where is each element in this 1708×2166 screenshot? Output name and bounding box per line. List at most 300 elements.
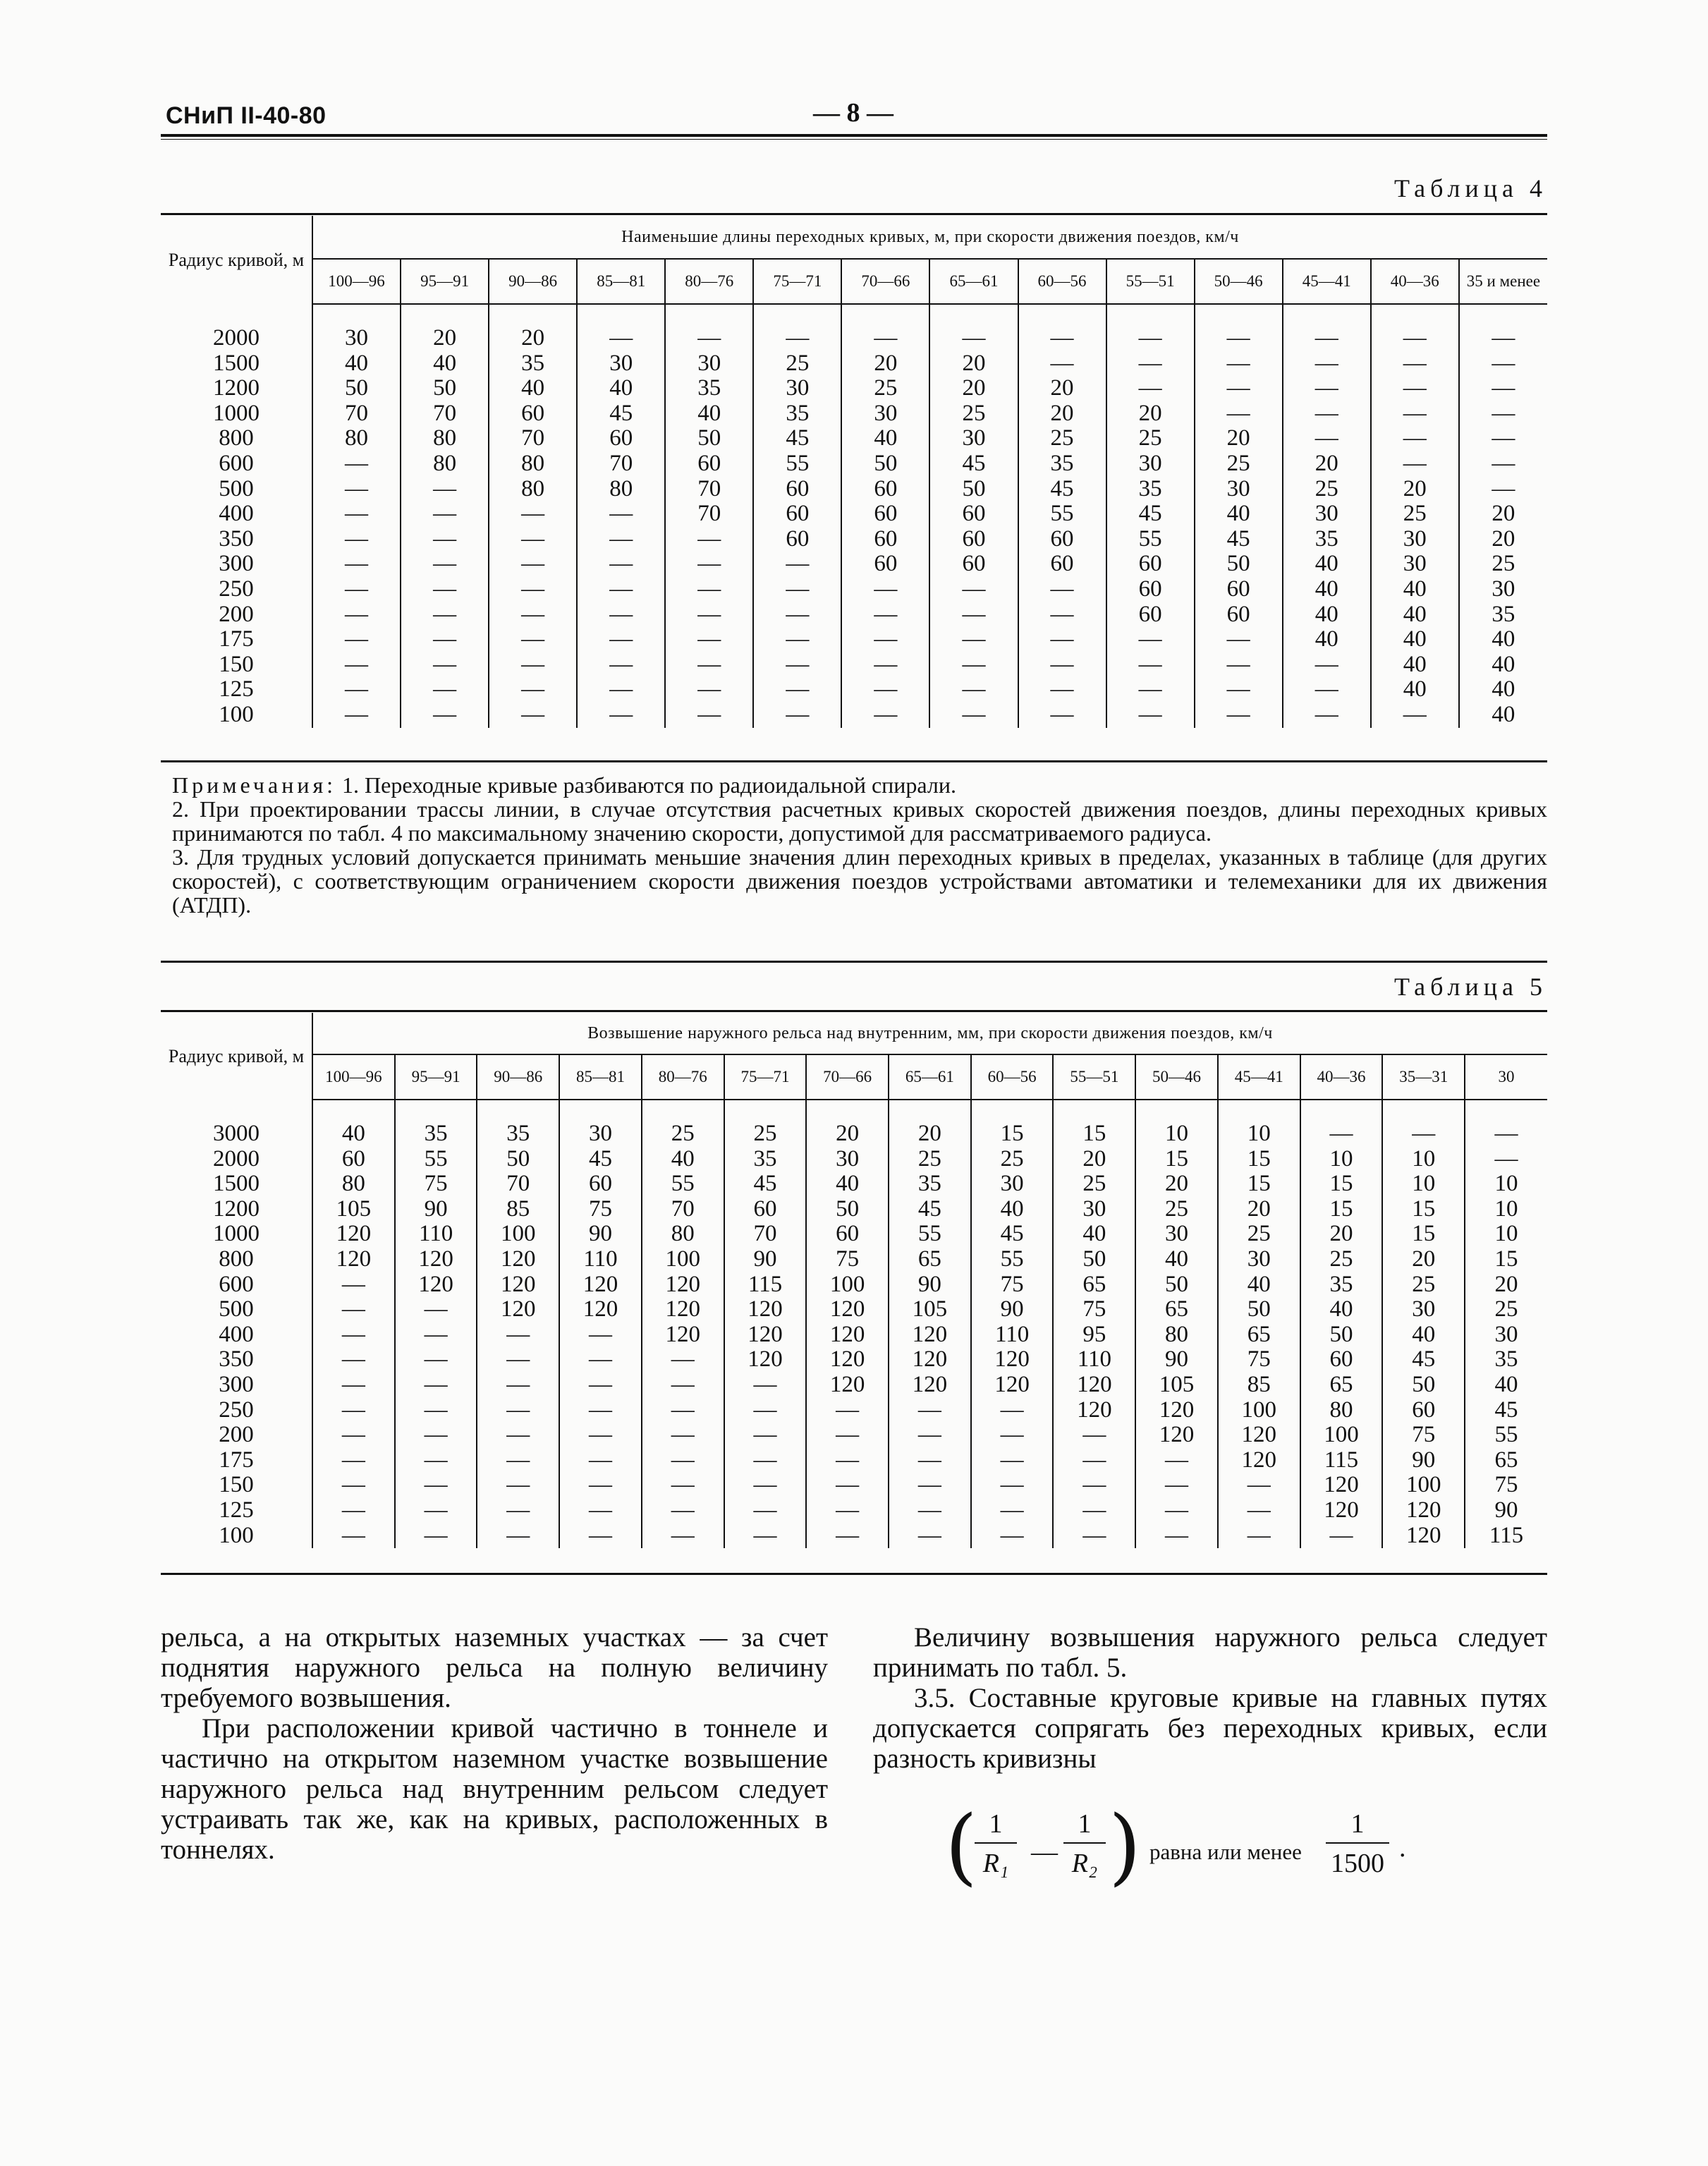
value-cell: — — [1106, 376, 1195, 401]
value-cell: 30 — [1106, 451, 1195, 477]
table-row — [161, 401, 1547, 427]
value-cell: — — [577, 652, 665, 678]
value-cell: 10 — [1382, 1172, 1465, 1197]
speed-column-header: 30 — [1465, 1054, 1547, 1100]
value-cell: 120 — [642, 1297, 724, 1322]
value-cell: 45 — [929, 451, 1018, 477]
spacer-cell — [841, 304, 929, 326]
value-cell: — — [1195, 376, 1283, 401]
value-cell: 80 — [312, 426, 401, 451]
value-cell: 25 — [1218, 1222, 1300, 1247]
value-cell: 20 — [1371, 477, 1459, 502]
value-cell: — — [577, 577, 665, 602]
value-cell: — — [929, 326, 1018, 351]
value-cell: 15 — [1218, 1147, 1300, 1172]
value-cell: 30 — [753, 376, 841, 401]
value-cell: 40 — [1300, 1297, 1383, 1322]
value-cell: — — [665, 652, 753, 678]
value-cell: — — [395, 1473, 477, 1498]
value-cell: 50 — [806, 1197, 889, 1222]
fraction-3-numerator: 1 — [1326, 1808, 1389, 1844]
value-cell: 120 — [1053, 1373, 1135, 1398]
value-cell: 30 — [1371, 527, 1459, 552]
value-cell: 25 — [971, 1147, 1054, 1172]
value-cell: — — [841, 577, 929, 602]
value-cell: 30 — [1135, 1222, 1218, 1247]
table-row — [161, 1498, 1547, 1523]
speed-column-header: 80—76 — [642, 1054, 724, 1100]
spacer-cell — [889, 1100, 971, 1121]
value-cell: — — [889, 1448, 971, 1473]
value-cell: — — [1459, 351, 1547, 377]
speed-column-header: 40—36 — [1371, 259, 1459, 304]
value-cell: 120 — [1382, 1498, 1465, 1523]
table-row — [161, 602, 1547, 628]
table-row — [161, 1398, 1547, 1423]
value-cell: 40 — [1465, 1373, 1547, 1398]
value-cell: 65 — [889, 1247, 971, 1272]
value-cell: 25 — [1459, 552, 1547, 577]
value-cell: — — [395, 1423, 477, 1448]
value-cell: 30 — [929, 426, 1018, 451]
value-cell: 35 — [1106, 477, 1195, 502]
value-cell: 95 — [1053, 1322, 1135, 1348]
value-cell: 90 — [1135, 1347, 1218, 1373]
value-cell: 100 — [642, 1247, 724, 1272]
value-cell: 20 — [489, 326, 577, 351]
value-cell: 60 — [806, 1222, 889, 1247]
value-cell: 45 — [577, 401, 665, 427]
fraction-2 — [1063, 1808, 1106, 1879]
value-cell: 25 — [753, 351, 841, 377]
value-cell: 75 — [806, 1247, 889, 1272]
value-cell: 75 — [559, 1197, 642, 1222]
speed-column-header: 95—91 — [395, 1054, 477, 1100]
radius-cell: 300 — [219, 551, 254, 577]
table5 — [161, 1013, 1547, 1548]
value-cell: 30 — [1371, 552, 1459, 577]
value-cell: — — [312, 627, 401, 652]
header-rule — [161, 134, 1547, 140]
value-cell: — — [577, 677, 665, 702]
table-row — [161, 1448, 1547, 1473]
value-cell: 60 — [929, 501, 1018, 527]
value-cell: 120 — [889, 1373, 971, 1398]
table4-label: Таблица 4 — [1394, 174, 1547, 202]
value-cell: 60 — [1300, 1347, 1383, 1373]
value-cell: 120 — [971, 1373, 1054, 1398]
value-cell: — — [1018, 577, 1106, 602]
value-cell: — — [1283, 702, 1371, 728]
value-cell: 15 — [1300, 1172, 1383, 1197]
value-cell: 20 — [1018, 401, 1106, 427]
value-cell: — — [1459, 401, 1547, 427]
value-cell: — — [642, 1373, 724, 1398]
body-left-paragraph-2: При расположении кривой частично в тоннеле и частично на открытом наземном участке возвышение наружного рельса над внутренним рельсом следует устраивать так же, как на кривых, расположенных в тоннелях. — [161, 1713, 828, 1865]
value-cell: 70 — [477, 1172, 559, 1197]
radius-cell: 175 — [219, 626, 254, 652]
value-cell: — — [1459, 451, 1547, 477]
note-2: 2. При проектировании трассы линии, в случае отсутствия расчетных кривых скоростей движения поездов, длины переходных кривых принимаются по табл. 4 по максимальному значению скорости, допустимой для рассматриваемого радиуса. — [172, 796, 1547, 846]
value-cell: — — [806, 1448, 889, 1473]
value-cell: — — [642, 1423, 724, 1448]
spacer-cell — [312, 304, 401, 326]
value-cell: — — [489, 577, 577, 602]
value-cell: — — [1283, 351, 1371, 377]
value-cell: 120 — [724, 1297, 807, 1322]
value-cell: — — [753, 702, 841, 728]
value-cell: — — [1459, 326, 1547, 351]
value-cell: — — [724, 1448, 807, 1473]
value-cell: — — [1018, 602, 1106, 628]
value-cell: 120 — [971, 1347, 1054, 1373]
value-cell: 60 — [559, 1172, 642, 1197]
table-row — [161, 1147, 1547, 1172]
spacer-cell — [1053, 1100, 1135, 1121]
value-cell: 50 — [312, 376, 401, 401]
value-cell: 10 — [1382, 1147, 1465, 1172]
value-cell: — — [1371, 401, 1459, 427]
value-cell: 50 — [401, 376, 489, 401]
value-cell: — — [559, 1373, 642, 1398]
value-cell: — — [889, 1498, 971, 1523]
radius-cell: 100 — [219, 1522, 254, 1548]
speed-column-header: 65—61 — [929, 259, 1018, 304]
value-cell: 35 — [1459, 602, 1547, 628]
value-cell: 50 — [477, 1147, 559, 1172]
value-cell: 120 — [477, 1247, 559, 1272]
value-cell: 65 — [1300, 1373, 1383, 1398]
radius-cell: 1500 — [213, 350, 260, 376]
value-cell: 60 — [1018, 552, 1106, 577]
value-cell: — — [1053, 1473, 1135, 1498]
radius-cell: 1200 — [213, 1195, 260, 1222]
value-cell: 40 — [806, 1172, 889, 1197]
value-cell: — — [312, 1448, 395, 1473]
value-cell: 120 — [1135, 1398, 1218, 1423]
value-cell: 75 — [971, 1272, 1054, 1298]
value-cell: — — [665, 552, 753, 577]
value-cell: — — [889, 1398, 971, 1423]
value-cell: — — [1018, 351, 1106, 377]
value-cell: — — [1106, 702, 1195, 728]
table-row — [161, 376, 1547, 401]
value-cell: 65 — [1053, 1272, 1135, 1298]
value-cell: 60 — [1195, 602, 1283, 628]
table-row — [161, 677, 1547, 702]
speed-column-header: 90—86 — [489, 259, 577, 304]
value-cell: — — [401, 602, 489, 628]
value-cell: — — [577, 627, 665, 652]
value-cell: 15 — [1382, 1197, 1465, 1222]
value-cell: 25 — [724, 1121, 807, 1147]
value-cell: 45 — [753, 426, 841, 451]
value-cell: — — [395, 1448, 477, 1473]
value-cell: — — [577, 702, 665, 728]
value-cell: — — [401, 501, 489, 527]
value-cell: — — [724, 1498, 807, 1523]
value-cell: 70 — [401, 401, 489, 427]
value-cell: 25 — [1300, 1247, 1383, 1272]
speed-group-header: Возвышение наружного рельса над внутренним, мм, при скорости движения поездов, км/ч — [312, 1013, 1547, 1054]
value-cell: — — [312, 1523, 395, 1549]
value-cell: 25 — [1018, 426, 1106, 451]
value-cell: — — [312, 1297, 395, 1322]
speed-column-header: 65—61 — [889, 1054, 971, 1100]
table5-label: Таблица 5 — [1394, 973, 1547, 1001]
value-cell: — — [642, 1473, 724, 1498]
spacer-cell — [1218, 1100, 1300, 1121]
value-cell: 65 — [1135, 1297, 1218, 1322]
value-cell: — — [665, 677, 753, 702]
speed-group-header: Наименьшие длины переходных кривых, м, при скорости движения поездов, км/ч — [312, 216, 1547, 259]
value-cell: — — [665, 527, 753, 552]
value-cell: — — [401, 527, 489, 552]
value-cell: — — [642, 1448, 724, 1473]
body-right-paragraph-1: Величину возвышения наружного рельса следует принимать по табл. 5. — [873, 1622, 1547, 1683]
value-cell: — — [489, 501, 577, 527]
value-cell: 20 — [1106, 401, 1195, 427]
value-cell: 120 — [1218, 1423, 1300, 1448]
value-cell: 40 — [1053, 1222, 1135, 1247]
value-cell: 120 — [1300, 1473, 1383, 1498]
value-cell: 85 — [1218, 1373, 1300, 1398]
value-cell: — — [477, 1347, 559, 1373]
value-cell: 120 — [477, 1272, 559, 1298]
value-cell: 115 — [724, 1272, 807, 1298]
spacer-cell — [577, 304, 665, 326]
table-row — [161, 1197, 1547, 1222]
value-cell: — — [559, 1322, 642, 1348]
value-cell: 60 — [1106, 577, 1195, 602]
value-cell: — — [312, 1423, 395, 1448]
value-cell: 40 — [401, 351, 489, 377]
spacer-cell — [401, 304, 489, 326]
value-cell: 55 — [1018, 501, 1106, 527]
value-cell: 90 — [1382, 1448, 1465, 1473]
value-cell: 25 — [642, 1121, 724, 1147]
radius-cell: 400 — [219, 501, 254, 527]
value-cell: 40 — [1371, 677, 1459, 702]
value-cell: — — [1106, 351, 1195, 377]
spacer-cell — [161, 304, 312, 326]
value-cell: — — [753, 326, 841, 351]
value-cell: 120 — [1300, 1498, 1383, 1523]
value-cell: 50 — [1382, 1373, 1465, 1398]
body-right-paragraph-2: 3.5. Составные круговые кривые на главных путях допускается сопрягать без переходных кривых, если разность кривизны — [873, 1683, 1547, 1774]
value-cell: — — [1300, 1523, 1383, 1549]
radius-cell: 175 — [219, 1447, 254, 1473]
value-cell: — — [401, 477, 489, 502]
value-cell: 75 — [1218, 1347, 1300, 1373]
value-cell: 35 — [395, 1121, 477, 1147]
table-row — [161, 426, 1547, 451]
value-cell: — — [1371, 426, 1459, 451]
value-cell: 90 — [559, 1222, 642, 1247]
speed-column-header: 35 и менее — [1459, 259, 1547, 304]
value-cell: 30 — [577, 351, 665, 377]
value-cell: — — [929, 577, 1018, 602]
value-cell: 40 — [1459, 702, 1547, 728]
value-cell: 40 — [1283, 552, 1371, 577]
value-cell: 45 — [559, 1147, 642, 1172]
value-cell: 120 — [312, 1247, 395, 1272]
value-cell: — — [1283, 426, 1371, 451]
table-row — [161, 627, 1547, 652]
value-cell: 105 — [1135, 1373, 1218, 1398]
value-cell: 25 — [1382, 1272, 1465, 1298]
value-cell: 15 — [971, 1121, 1054, 1147]
value-cell: 40 — [642, 1147, 724, 1172]
value-cell: — — [477, 1398, 559, 1423]
speed-column-header: 70—66 — [841, 259, 929, 304]
spacer-cell — [929, 304, 1018, 326]
value-cell: 40 — [1459, 677, 1547, 702]
value-cell: 15 — [1465, 1247, 1547, 1272]
value-cell: 20 — [806, 1121, 889, 1147]
curvature-formula — [945, 1797, 1439, 1900]
value-cell: — — [489, 602, 577, 628]
value-cell: — — [395, 1297, 477, 1322]
value-cell: 70 — [724, 1222, 807, 1247]
value-cell: — — [929, 652, 1018, 678]
speed-column-header: 45—41 — [1283, 259, 1371, 304]
value-cell: 115 — [1465, 1523, 1547, 1549]
value-cell: 70 — [577, 451, 665, 477]
value-cell: 60 — [929, 527, 1018, 552]
value-cell: 45 — [1382, 1347, 1465, 1373]
value-cell: 30 — [312, 326, 401, 351]
value-cell: 105 — [312, 1197, 395, 1222]
value-cell: 15 — [1382, 1222, 1465, 1247]
value-cell: 100 — [1300, 1423, 1383, 1448]
spacer-cell — [559, 1100, 642, 1121]
value-cell: — — [1135, 1498, 1218, 1523]
value-cell: — — [971, 1423, 1054, 1448]
value-cell: — — [1382, 1121, 1465, 1147]
value-cell: — — [753, 552, 841, 577]
value-cell: — — [841, 627, 929, 652]
value-cell: 120 — [889, 1347, 971, 1373]
value-cell: — — [477, 1322, 559, 1348]
value-cell: 10 — [1300, 1147, 1383, 1172]
value-cell: — — [401, 627, 489, 652]
value-cell: — — [312, 1398, 395, 1423]
value-cell: 40 — [1283, 577, 1371, 602]
value-cell: 20 — [1283, 451, 1371, 477]
body-left-paragraph-1: рельса, а на открытых наземных участках — за счет поднятия наружного рельса на полную величину требуемого возвышения. — [161, 1622, 828, 1713]
radius-cell: 150 — [219, 1472, 254, 1498]
radius-cell: 200 — [219, 601, 254, 627]
value-cell: 60 — [841, 552, 929, 577]
value-cell: 35 — [489, 351, 577, 377]
value-cell: — — [489, 677, 577, 702]
value-cell: 80 — [489, 451, 577, 477]
table-row — [161, 326, 1547, 351]
value-cell: 20 — [1218, 1197, 1300, 1222]
value-cell: 20 — [1459, 501, 1547, 527]
value-cell: — — [1218, 1498, 1300, 1523]
value-cell: — — [665, 627, 753, 652]
value-cell: — — [1371, 326, 1459, 351]
value-cell: 120 — [1218, 1448, 1300, 1473]
value-cell: — — [312, 552, 401, 577]
value-cell: — — [1053, 1423, 1135, 1448]
speed-column-header: 70—66 — [806, 1054, 889, 1100]
value-cell: — — [1195, 401, 1283, 427]
value-cell: 35 — [1283, 527, 1371, 552]
value-cell: — — [312, 1322, 395, 1348]
value-cell: 30 — [841, 401, 929, 427]
value-cell: — — [312, 577, 401, 602]
speed-column-header: 80—76 — [665, 259, 753, 304]
value-cell: 40 — [1382, 1322, 1465, 1348]
value-cell: — — [577, 326, 665, 351]
speed-column-header: 60—56 — [971, 1054, 1054, 1100]
value-cell: 35 — [1465, 1347, 1547, 1373]
value-cell: 120 — [395, 1247, 477, 1272]
value-cell: 40 — [489, 376, 577, 401]
value-cell: 40 — [1283, 602, 1371, 628]
speed-column-header: 100—96 — [312, 259, 401, 304]
speed-column-header: 100—96 — [312, 1054, 395, 1100]
value-cell: 115 — [1300, 1448, 1383, 1473]
value-cell: 55 — [971, 1247, 1054, 1272]
value-cell: 120 — [559, 1272, 642, 1298]
value-cell: 20 — [401, 326, 489, 351]
value-cell: 20 — [1053, 1147, 1135, 1172]
value-cell: 80 — [401, 426, 489, 451]
value-cell: 30 — [1382, 1297, 1465, 1322]
value-cell: 60 — [841, 501, 929, 527]
table-row — [161, 351, 1547, 377]
value-cell: — — [577, 552, 665, 577]
body-left-column — [161, 1622, 828, 1865]
table-row — [161, 501, 1547, 527]
value-cell: 45 — [971, 1222, 1054, 1247]
spacer-cell — [395, 1100, 477, 1121]
radius-cell: 3000 — [213, 1121, 260, 1146]
value-cell: — — [559, 1523, 642, 1549]
value-cell: 120 — [806, 1347, 889, 1373]
value-cell: — — [477, 1423, 559, 1448]
value-cell: — — [312, 451, 401, 477]
value-cell: — — [929, 627, 1018, 652]
value-cell: — — [395, 1523, 477, 1549]
value-cell: — — [1195, 652, 1283, 678]
value-cell: — — [1371, 451, 1459, 477]
spacer-cell — [1459, 304, 1547, 326]
value-cell: — — [477, 1473, 559, 1498]
minus-sign: — — [1031, 1837, 1058, 1867]
value-cell: — — [395, 1347, 477, 1373]
radius-cell: 1500 — [213, 1171, 260, 1197]
value-cell: — — [401, 702, 489, 728]
value-cell: — — [642, 1398, 724, 1423]
value-cell: 40 — [312, 1121, 395, 1147]
value-cell: — — [1283, 401, 1371, 427]
value-cell: 100 — [477, 1222, 559, 1247]
value-cell: 110 — [559, 1247, 642, 1272]
value-cell: — — [489, 627, 577, 652]
value-cell: — — [1195, 326, 1283, 351]
value-cell: 60 — [841, 477, 929, 502]
value-cell: 60 — [1106, 602, 1195, 628]
value-cell: 80 — [401, 451, 489, 477]
table-row — [161, 1121, 1547, 1147]
value-cell: 120 — [806, 1322, 889, 1348]
value-cell: 55 — [1106, 527, 1195, 552]
